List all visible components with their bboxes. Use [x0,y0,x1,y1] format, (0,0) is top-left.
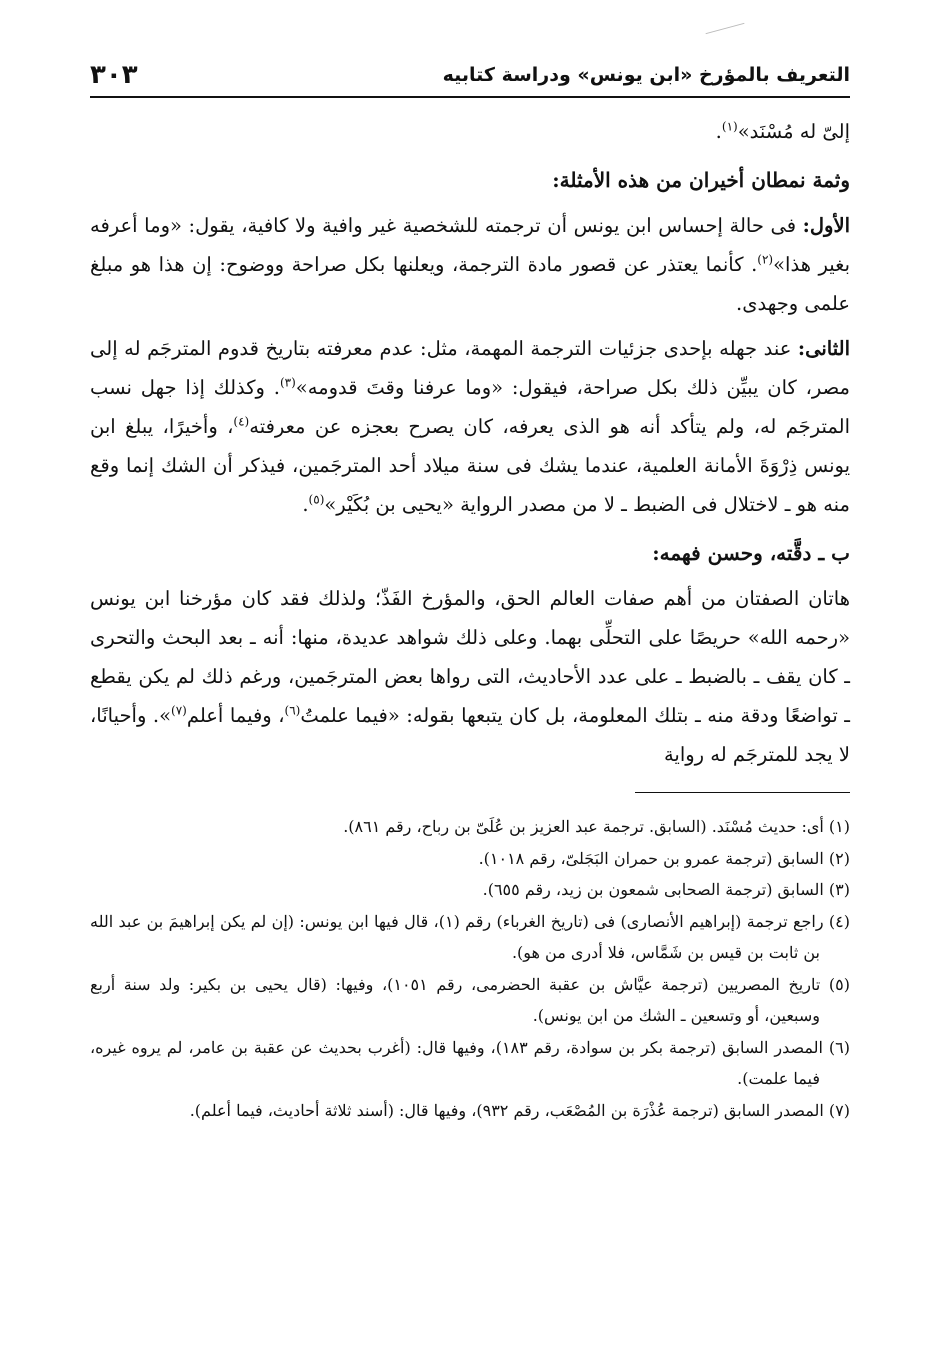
footnote-ref[interactable]: (٧) [171,703,187,718]
text-run: . [302,493,309,516]
footnote-separator [90,792,850,793]
footnote: (٦) المصدر السابق (ترجمة بكر بن سوادة، رقم ١٨٣)، وفيها قال: (أغرب بحديث عن عقبة بن عامر، لم يروه غيره، فيما علمت). [90,1037,850,1088]
section-heading: وثمة نمطان أخيران من هذه الأمثلة: [552,168,850,192]
footnote-ref[interactable]: (١) [721,119,738,134]
section-heading: ب ـ دقَّته، وحسن فهمه: [652,541,850,565]
text-run: هاتان الصفتان من أهم صفات العالم الحق، والمؤرخ الفَذّ؛ ولذلك فقد كان مؤرخنا ابن يونس «رحمه الله» حريصًا على التحلِّى بهما. وعلى ذلك شواهد عديدة، منها: أنه ـ بعد البحث والتحرى ـ كان يقف ـ بالضبط ـ على عدد الأحاديث، التى رواها بعض المترجَمين، ورغم ذلك لم يكن يقطع ـ تواضعًا ودقة منه ـ بتلك المعلومة، بل كان يتبعها بقوله: «فيما علمتُ [90,587,850,727]
text-run: فى حالة إحساس ابن يونس أن ترجمته للشخصية غير وافية ولا كافية، يقول: «وما أعرفه بغير هذا» [90,214,851,276]
footnote-ref[interactable]: (٢) [757,252,774,267]
main-text [90,112,850,774]
text-run: عند جهله بإحدى جزئيات الترجمة المهمة، مثل: عدم معرفته بتاريخ قدوم المترجَم له إلى مصر، كان يبيِّن ذلك بكل صراحة، فيقول: «وما عرفنا وقتَ قدومه» [90,337,851,399]
scan-mark [706,23,745,34]
page-number: ٣٠٣ [90,60,138,90]
text-run: . [715,120,722,143]
paragraph-continuation [90,112,850,151]
footnote-rule [635,792,850,793]
text-run: ». وأحيانًا، لا يجد للمترجَم له رواية [90,704,850,766]
footnote-ref[interactable]: (٣) [279,375,296,390]
footnote-ref[interactable]: (٥) [308,492,325,507]
running-header [90,60,850,98]
paragraph-accuracy [90,579,850,774]
footnote: (١) أى: حديث مُسْنَد. (السابق. ترجمة عبد العزيز بن عُلَىّ بن رباح، رقم ٨٦١). [343,817,850,836]
text-run: ، وأخيرًا، يبلغ ابن يونس ذِرْوَةَ الأمانة العلمية، عندما يشك فى سنة ميلاد أحد المترجَمين، فيذكر أن الشك إنما وقع منه هو ـ لاختلال فى الضبط ـ لا من مصدر الرواية «يحيى بن بُكَيْر» [90,415,850,516]
text-run: . وكذلك إذا جهل نسب المترجَم له، ولم يتأكد أنه هو الذى يعرفه، كان يصرح بعجزه عن معرفته [90,376,851,438]
footnotes [90,811,850,1126]
footnote: (٥) تاريخ المصريين (ترجمة عيَّاش بن عقبة الحضرمى، رقم ١٠٥١)، وفيها: (قال يحيى بن بكير: ولد سنة أربع وسبعين، أو وتسعين ـ الشك من ابن يونس). [90,974,850,1025]
header-title: التعريف بالمؤرخ «ابن يونس» ودراسة كتابيه [442,64,850,86]
footnote: (٣) السابق (ترجمة الصحابى شمعون بن زيد، رقم ٦٥٥). [482,880,850,899]
text-run: ، وفيما أعلم [186,704,285,727]
paragraph-lead: الأول: [802,214,850,237]
footnote: (٤) راجع ترجمة (إبراهيم الأنصارى) فى (تاريخ الغرباء) رقم (١)، قال فيها ابن يونس: (إن لم يكن إبراهيمَ بن عبد الله بن ثابت بن قيس بن شَمَّاس، فلا أدرى من هو). [90,911,850,962]
text-run: . كأنما يعتذر عن قصور مادة الترجمة، ويعلنها بكل صراحة ووضوح: إن هذا هو مبلغ علمى وجهدى. [90,253,850,315]
text-run: إلىّ له مُسْنَد» [737,120,850,143]
footnote-ref[interactable]: (٦) [284,703,301,718]
book-page [90,60,850,1126]
footnote-ref[interactable]: (٤) [233,414,250,429]
paragraph-first [90,206,850,323]
paragraph-second [90,329,850,524]
footnote: (٢) السابق (ترجمة عمرو بن حمران البَجَلىّ، رقم ١٠١٨). [478,848,850,868]
footnote: (٧) المصدر السابق (ترجمة عُذْرَة بن المُصْعَب، رقم ٩٣٢)، وفيها قال: (أسند ثلاثة أحاديث، فيما أعلم). [189,1100,850,1120]
paragraph-lead: الثانى: [797,337,850,360]
